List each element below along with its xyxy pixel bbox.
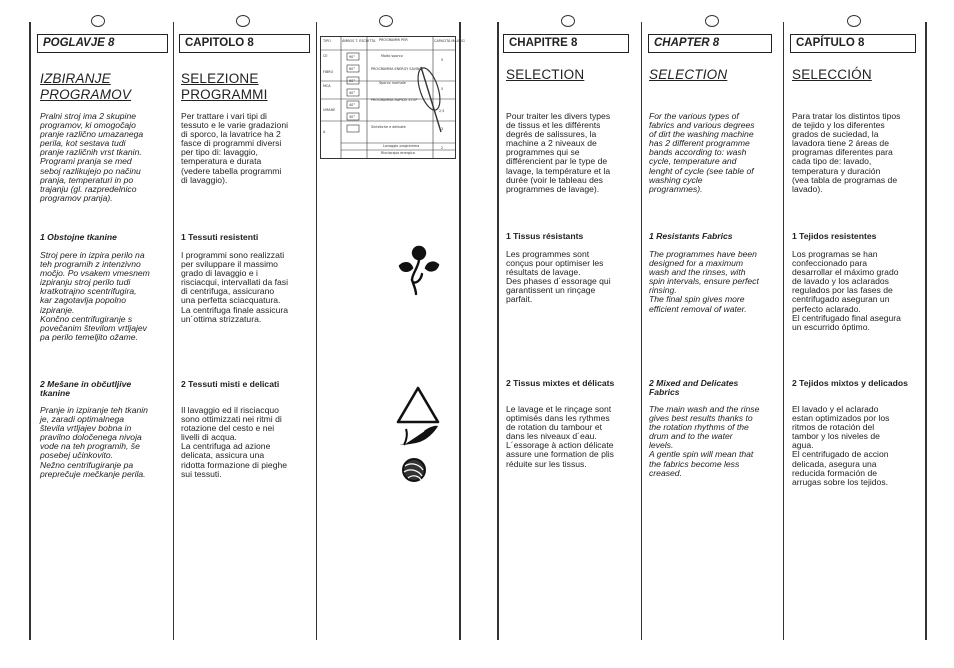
svg-text:Lavaggio programma: Lavaggio programma [383, 144, 420, 148]
section-title [506, 67, 584, 83]
intro-text: Para tratar los distintos tipos de tejido y los diferentes grados de suciedad, la lavadora tiene 2 áreas de programas diferentes para cada tipo de: lavado, temperatura y duración (vea tabla de programas de lavado). [792, 111, 901, 194]
binder-hole-5 [705, 15, 719, 27]
title-line: SELECTION [649, 67, 728, 82]
svg-text:UMAHE: UMAHE [323, 108, 336, 112]
subsection-text-1: The programmes have been designed for a maximum wash and the rinses, with spin intervals, ensure perfect rinsing. The final spin gives more efficient removal of water. [649, 249, 759, 314]
subsection-text-1: Stroj pere in izpira perilo na teh programih z intenzivno močjo. Po vsakem vmesnem izpiranju stroj perilo tudi kratkotrajno scentrifugira, kar zagotavlja popolno izpiranje. Končno centrifugiranje s povečanim številom vrtljajev pa perilo temeljito ožame. [40, 250, 150, 342]
binder-hole-2 [236, 15, 250, 27]
cotton-flower-icon [394, 244, 444, 301]
svg-text:40°: 40° [349, 91, 356, 95]
title-line: SELECCIÓN [792, 67, 872, 82]
programme-table-image [320, 36, 465, 159]
subsection-text-2: El lavado y el aclarado estan optimizados por los ritmos de rotación del tambor y los niveles de agua. El centrifugado de accion delicada, asegura una reducida formación de arrugas sobre los tejidos. [792, 404, 890, 487]
svg-text:60°: 60° [349, 79, 356, 83]
title-line: SELECTION [506, 67, 585, 82]
svg-text:MCA: MCA [323, 84, 331, 88]
subsection-heading-2: 2 Tejidos mixtos y delicados [792, 378, 908, 388]
svg-text:ÁMBOS T. ESCRITTA: ÁMBOS T. ESCRITTA [342, 39, 376, 43]
subsection-heading-1: 1 Tissus résistants [506, 231, 584, 241]
wool-skein-icon [399, 456, 429, 489]
svg-text:Sintetiche e delicate: Sintetiche e delicate [371, 125, 406, 129]
chapter-header: CHAPITRE 8 [503, 34, 629, 53]
svg-text:FIBRO: FIBRO [323, 70, 334, 74]
svg-text:CAPACITÁ MAX KG: CAPACITÁ MAX KG [434, 39, 465, 43]
intro-text: Pralni stroj ima 2 skupine programov, ki omogočajo pranje različno umazanega perila, kot sestava tudi pranje različnih vrst tkanin. Programi pranja se med seboj razlikujejo po načinu pranja, temperaturi in po trajanju (gl. razpredelnico programov pranja). [40, 111, 144, 203]
svg-text:A: A [323, 130, 326, 134]
subsection-heading-1: 1 Resistants Fabrics [649, 231, 733, 241]
svg-text:CE: CE [323, 54, 328, 58]
column-divider-1 [173, 22, 174, 640]
subsection-text-1: I programmi sono realizzati per sviluppare il massimo grado di lavaggio e i risciacqui, intervallati da fasi di centrifuga, assicurano una perfetta sciacquatura. La centrifuga finale assicura un´ottima strizzatura. [181, 250, 289, 324]
chapter-header: CHAPTER 8 [648, 34, 772, 53]
svg-text:PROGRAMMA RAPIDO STOP: PROGRAMMA RAPIDO STOP [371, 98, 418, 102]
page-fold-left [459, 22, 461, 640]
page-fold-right [497, 22, 499, 640]
section-title [792, 67, 872, 83]
binder-hole-6 [847, 15, 861, 27]
column-divider-2 [316, 22, 317, 640]
subsection-heading-2: 2 Mešane in občutljive tkanine [40, 379, 132, 399]
svg-text:2,5: 2,5 [439, 109, 445, 113]
intro-text: For the various types of fabrics and various degrees of dirt the washing machine has 2 different programme bands according to: wash cycle, temperature and lenght of cycle (see table of washing cycle programmes). [649, 111, 755, 194]
svg-text:5: 5 [441, 87, 444, 91]
svg-text:40°: 40° [349, 103, 356, 107]
svg-text:90°: 90° [349, 55, 356, 59]
section-title [40, 71, 131, 103]
subsection-text-1: Los programas se han confeccionado para desarrollar el máximo grado de lavado y los aclarados regulados por las fases de centrifugado aseguran un perfecto aclarado. El centrifugado final asegura un escurrido óptimo. [792, 249, 901, 332]
svg-text:5: 5 [441, 58, 444, 62]
subsection-text-2: Le lavage et le rinçage sont optimisés dans les rythmes de rotation du tambour et dans les niveaux d´eau. L´essorage à action délicate assure une formation de plis réduite sur les tissus. [506, 404, 614, 469]
title-line: PROGRAMOV [40, 87, 132, 102]
column-divider-4 [783, 22, 784, 640]
subsection-text-2: Il lavaggio ed il risciacquo sono ottimizzati nei ritmi di rotazione del cesto e nei livelli di acqua. La centrifuga ad azione delicata, assicura una ridotta formazione di pieghe sui tessuti. [181, 405, 288, 479]
binder-hole-1 [91, 15, 105, 27]
subsection-heading-1: 1 Tessuti resistenti [181, 232, 259, 242]
intro-text: Per trattare i vari tipi di tessuto e le varie gradazioni di sporco, la lavatrice ha 2 fasce di programmi diversi per tipo di: lavaggio, temperatura e durata (vedere tabella programmi di lavaggio). [181, 111, 289, 185]
svg-text:30°: 30° [349, 115, 356, 119]
section-title [649, 67, 727, 83]
subsection-heading-2: 2 Mixed and Delicates Fabrics [649, 378, 739, 398]
column-divider-3 [641, 22, 642, 640]
chapter-header: POGLAVJE 8 [37, 34, 168, 53]
svg-text:PROGRAMMI PER: PROGRAMMI PER [379, 38, 408, 42]
svg-text:3: 3 [441, 127, 444, 131]
binder-hole-3 [379, 15, 393, 27]
chapter-header: CAPÍTULO 8 [790, 34, 916, 53]
section-title [181, 71, 268, 103]
svg-text:Sporco normale: Sporco normale [379, 81, 406, 85]
svg-text:Risciacquo energico: Risciacquo energico [381, 151, 415, 155]
subsection-text-1: Les programmes sont conçus pour optimiser les résultats de lavage. Des phases d´essorage qui garantissent un rinçage parfait. [506, 249, 611, 305]
subsection-text-2: Pranje in izpiranje teh tkanin je, zaradi optimalnega števila vrtljajev bobna in pravilno določenega nivoja vode na teh programih, še posebej učinkovito. Nežno centrifugiranje pa preprečuje mečkanje perila. [40, 405, 148, 479]
binder-hole-4 [561, 15, 575, 27]
subsection-heading-1: 1 Tejidos resistentes [792, 231, 877, 241]
svg-text:2: 2 [441, 146, 444, 150]
chapter-header: CAPITOLO 8 [179, 34, 310, 53]
feather-icon [396, 423, 440, 454]
intro-text: Pour traiter les divers types de tissus et les différents degrés de salissures, la machine a 2 niveaux de programmes qui se différencient par le type de lavage, la température et la durée (voir le tableau des programmes de lavage). [506, 111, 611, 194]
title-line: PROGRAMMI [181, 87, 268, 102]
svg-text:60°: 60° [349, 67, 356, 71]
subsection-heading-2: 2 Tessuti misti e delicati [181, 379, 280, 389]
subsection-text-2: The main wash and the rinse gives best results thanks to the rotation rhythms of the drum and to the water levels. A gentle spin will mean that the fabrics become less creased. [649, 404, 760, 478]
subsection-heading-2: 2 Tissus mixtes et délicats [506, 378, 615, 388]
subsection-heading-1: 1 Obstojne tkanine [40, 232, 117, 242]
left-page-edge [29, 22, 31, 640]
title-line: SELEZIONE [181, 71, 259, 86]
svg-text:PROGRAMMA ENERGY SAVING: PROGRAMMA ENERGY SAVING [371, 67, 423, 71]
svg-text:TIPO: TIPO [323, 39, 331, 43]
right-page-edge [925, 22, 927, 640]
title-line: IZBIRANJE [40, 71, 111, 86]
svg-text:Molto sporco: Molto sporco [381, 54, 403, 58]
